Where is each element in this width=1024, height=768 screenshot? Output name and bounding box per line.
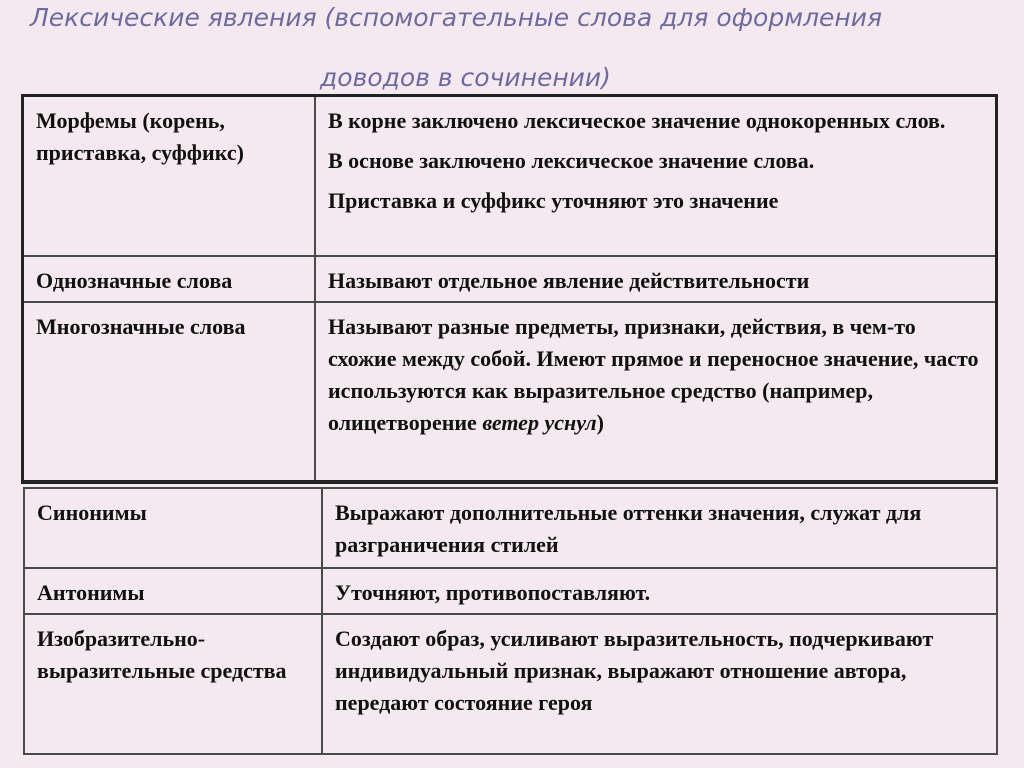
- description-cell: Называют отдельное явление действительности: [315, 256, 997, 302]
- description-cell: Выражают дополнительные оттенки значения, служат для разграничения стилей: [322, 488, 997, 568]
- description-text: В корне заключено лексическое значение однокоренных слов.: [328, 108, 946, 133]
- description-cell: Уточняют, противопоставляют.: [322, 568, 997, 614]
- table-row: [23, 302, 997, 482]
- description-text: Называют разные предметы, признаки, действия, в чем-то схожие между собой. Имеют прямое и переносное значение, часто используются как выразительное средство (например, олицетворение: [328, 313, 979, 435]
- table-row: [24, 488, 997, 568]
- term-cell: Антонимы: [24, 568, 322, 614]
- description-text: В основе заключено лексическое значение слова.: [328, 148, 815, 173]
- description-close: ): [596, 409, 604, 435]
- table-row: [24, 568, 997, 614]
- term-cell: Многозначные слова: [23, 302, 316, 482]
- description-cell: [315, 96, 997, 256]
- description-text: Приставка и суффикс уточняют это значение: [328, 188, 779, 213]
- term-cell: Синонимы: [24, 488, 322, 568]
- lexical-table-bottom: [23, 487, 998, 755]
- description-cell: [315, 302, 997, 482]
- table-row: [23, 256, 997, 302]
- title-line-1: Лексические явления (вспомогательные слова для оформления: [30, 3, 883, 32]
- title-line-2: доводов в сочинении): [320, 63, 611, 92]
- lexical-table-top: [21, 94, 998, 484]
- table-row: [23, 96, 997, 256]
- example-italic: ветер уснул: [482, 409, 597, 435]
- table-row: [24, 614, 997, 754]
- term-cell: Морфемы (корень, приставка, суффикс): [23, 96, 316, 256]
- term-cell: Изобразительно-выразительные средства: [24, 614, 322, 754]
- term-cell: Однозначные слова: [23, 256, 316, 302]
- description-cell: Создают образ, усиливают выразительность, подчеркивают индивидуальный признак, выражают отношение автора, передают состояние героя: [322, 614, 997, 754]
